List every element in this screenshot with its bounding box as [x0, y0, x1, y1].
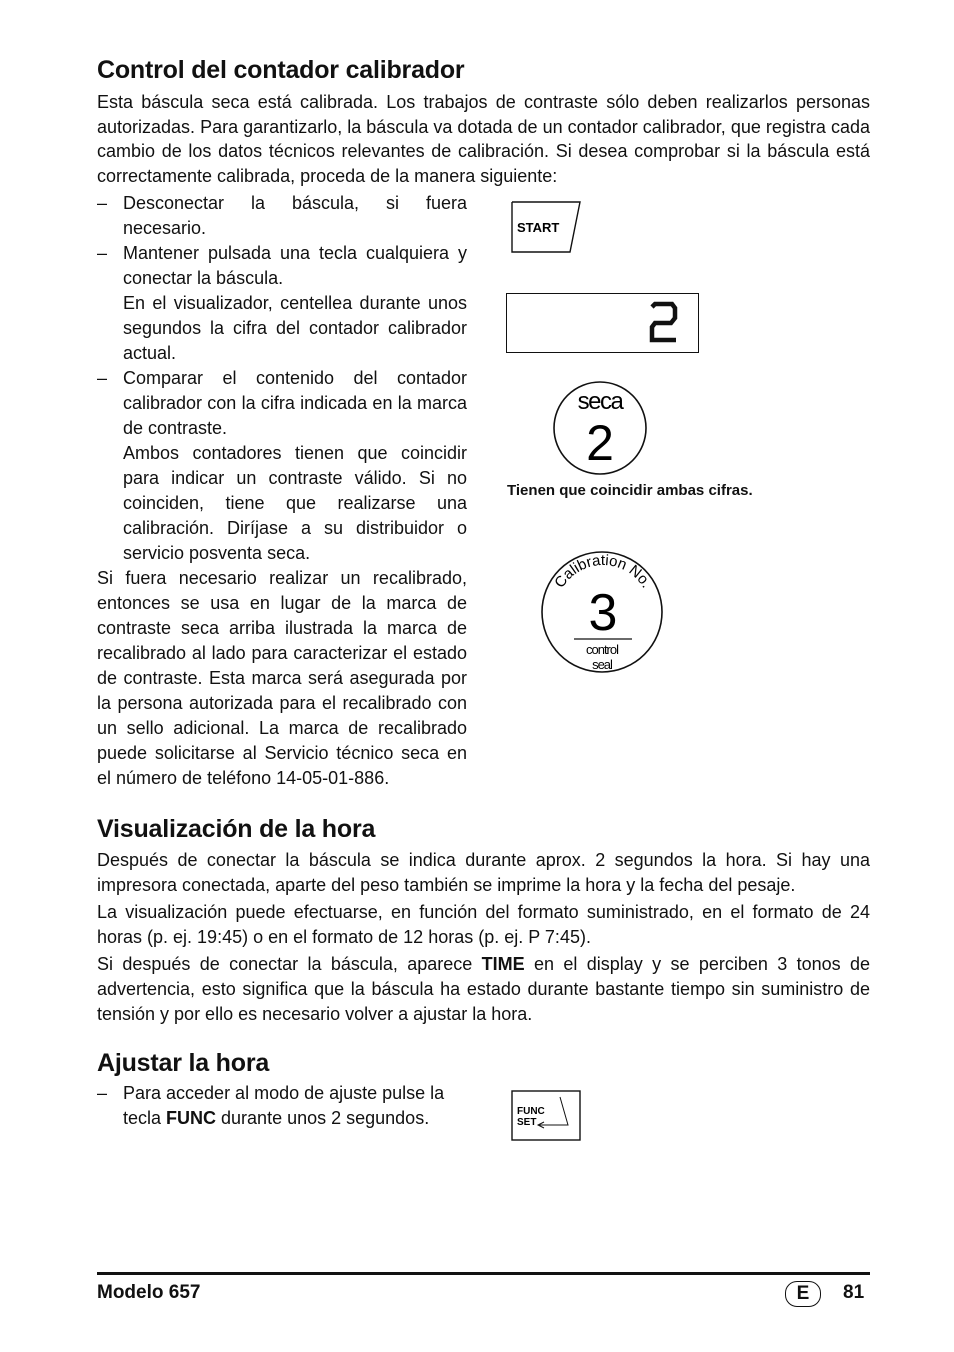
step-2-text: Mantener pulsada una tecla cualquiera y conectar la báscula. [123, 243, 467, 288]
footer-rule [97, 1272, 870, 1275]
page-number: 81 [843, 1282, 865, 1303]
display-figure [506, 293, 699, 353]
footer-model: Modelo 657 [97, 1282, 201, 1303]
set-time-step [97, 1081, 472, 1131]
start-key-label: START [517, 220, 560, 235]
step-3-note: Ambos contadores tienen que coincidir para indicar un contraste válido. Si no coinciden, tiene que realizarse una calibración. Diríjase a su distribuidor o servicio posventa seca. [123, 443, 467, 563]
section-title-set-time: Ajustar la hora [97, 1049, 270, 1077]
time-display-paragraph-3: Si después de conectar la báscula, aparece TIME en el display y se perciben 3 tonos de advertencia, esto significa que la báscula ha estado durante bastante tiempo sin suministro de tensión y por ello es necesario volver a ajustar la hora. [97, 954, 870, 1024]
language-badge: E [785, 1281, 821, 1307]
func-key-label: FUNC [517, 1106, 545, 1117]
recalibration-paragraph: Si fuera necesario realizar un recalibrado, entonces se usa en lugar de la marca de contraste seca arriba ilustrada la marca de recalibrado al lado para caracterizar el estado de contraste. Esta marca será asegurada por la persona autorizada para el recalibrado con un sello adicional. La marca de recalibrado puede solicitarse al Servicio técnico seca en el número de teléfono 14-05-01-886. [97, 568, 467, 788]
func-keyword: FUNC [166, 1108, 217, 1128]
time-display-paragraph-1: Después de conectar la báscula se indica durante aprox. 2 segundos la hora. Si hay una impresora conectada, aparte del peso también se imprime la hora y la fecha del pesaje. [97, 850, 870, 895]
time-display-paragraph-2: La visualización puede efectuarse, en función del formato suministrado, en el formato de 24 horas (p. ej. 19:45) o en el formato de 12 horas (p. ej. P 7:45). [97, 902, 870, 947]
step-item: – Comparar el contenido del contador calibrador con la cifra indicada en la marca de contraste. [97, 368, 467, 438]
step-item: – Para acceder al modo de ajuste pulse la tecla FUNC durante unos 2 segundos. [97, 1083, 445, 1128]
step-2-note: En el visualizador, centellea durante unos segundos la cifra del contador calibrador actual. [123, 293, 467, 363]
seca-control-mark [552, 380, 652, 480]
display-digit [647, 300, 681, 344]
calibration-control-label: control [585, 642, 619, 657]
calibration-intro: Esta báscula seca está calibrada. Los trabajos de contraste sólo deben realizarlos personas autorizadas. Para garantizarlo, la báscula va dotada de un contador calibrador, que registra cada cambio de los datos técnicos relevantes de calibración. Si desea comprobar si la báscula está correctamente calibrada, proceda de la manera siguiente: [97, 92, 870, 186]
seca-mark-digit: 2 [586, 415, 614, 471]
step-3-text: Comparar el contenido del contador calibrador con la cifra indicada en la marca de contraste. [123, 368, 467, 438]
step-item: – Desconectar la báscula, si fuera necesario. [97, 193, 467, 238]
section-title-calibration: Control del contador calibrador [97, 56, 465, 84]
calibration-arc-text: Calibration No. [551, 551, 656, 592]
step-1-text: Desconectar la báscula, si fuera necesario. [123, 193, 467, 238]
seca-logo: seca [577, 388, 623, 415]
start-key-figure [508, 200, 583, 256]
figure-caption: Tienen que coincidir ambas cifras. [507, 482, 753, 499]
calibration-mark [540, 548, 666, 676]
step-item: – Mantener pulsada una tecla cualquiera y conectar la báscula. [97, 243, 467, 288]
calibration-digit: 3 [588, 584, 618, 642]
func-set-key-figure [510, 1089, 584, 1143]
calibration-seal-label: seal [592, 657, 612, 672]
set-key-label: SET [517, 1117, 537, 1128]
section-title-time-display: Visualización de la hora [97, 815, 376, 843]
time-keyword: TIME [481, 954, 525, 974]
calibration-steps [97, 191, 467, 791]
